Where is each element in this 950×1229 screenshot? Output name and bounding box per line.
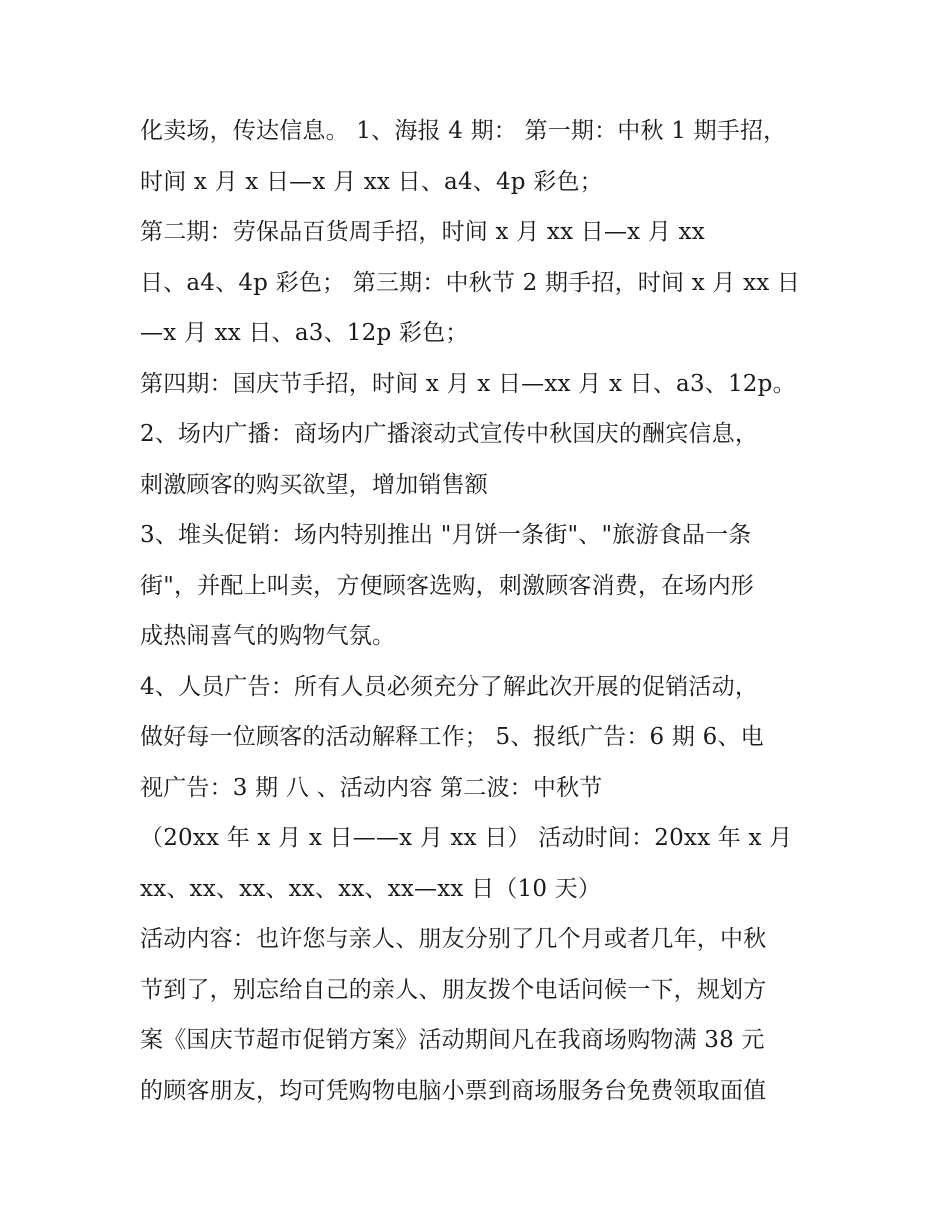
- text-line: 4、人员广告：所有人员必须充分了解此次开展的促销活动，: [140, 673, 759, 700]
- text-line: 2、场内广播：商场内广播滚动式宣传中秋国庆的酬宾信息，: [140, 421, 759, 447]
- text-line: 时间 x 月 x 日—x 月 xx 日、a4、4p 彩色；: [140, 168, 603, 195]
- text-line: 成热闹喜气的购物气氛。: [140, 623, 396, 649]
- body-text: [140, 106, 830, 1116]
- text-line: 第四期：国庆节手招，时间 x 月 x 日—xx 月 x 日、a3、12p。: [140, 370, 796, 397]
- text-line: 节到了，别忘给自己的亲人、朋友拨个电话问候一下，规划方: [140, 976, 767, 1003]
- text-line: 第二期：劳保品百货周手招，时间 x 月 xx 日—x 月 xx: [140, 219, 705, 245]
- text-line: 日、a4、4p 彩色； 第三期：中秋节 2 期手招，时间 x 月 xx 日: [140, 269, 801, 296]
- text-line: —x 月 xx 日、a3、12p 彩色；: [140, 320, 469, 346]
- text-line: xx、xx、xx、xx、xx、xx—xx 日（10 天）: [140, 875, 602, 902]
- text-line: （20xx 年 x 月 x 日——x 月 xx 日） 活动时间：20xx 年 x 月: [140, 825, 793, 851]
- text-line: 化卖场，传达信息。 1、海报 4 期： 第一期：中秋 1 期手招，: [140, 118, 787, 144]
- text-line: 做好每一位顾客的活动解释工作； 5、报纸广告：6 期 6、电: [140, 724, 764, 750]
- text-line: 活动内容：也许您与亲人、朋友分别了几个月或者几年，中秋: [140, 926, 767, 952]
- text-line: 的顾客朋友，均可凭购物电脑小票到商场服务台免费领取面值: [140, 1077, 767, 1104]
- text-line: 刺激顾客的购买欲望，增加销售额: [140, 471, 488, 498]
- text-line: 视广告：3 期 八 、活动内容 第二波：中秋节: [140, 774, 603, 801]
- text-line: 案《国庆节超市促销方案》活动期间凡在我商场购物满 38 元: [140, 1027, 765, 1053]
- text-line: 3、堆头促销：场内特别推出 "月饼一条街"、"旅游食品一条: [140, 522, 752, 548]
- text-line: 街"，并配上叫卖，方便顾客选购，刺激顾客消费，在场内形: [140, 572, 754, 599]
